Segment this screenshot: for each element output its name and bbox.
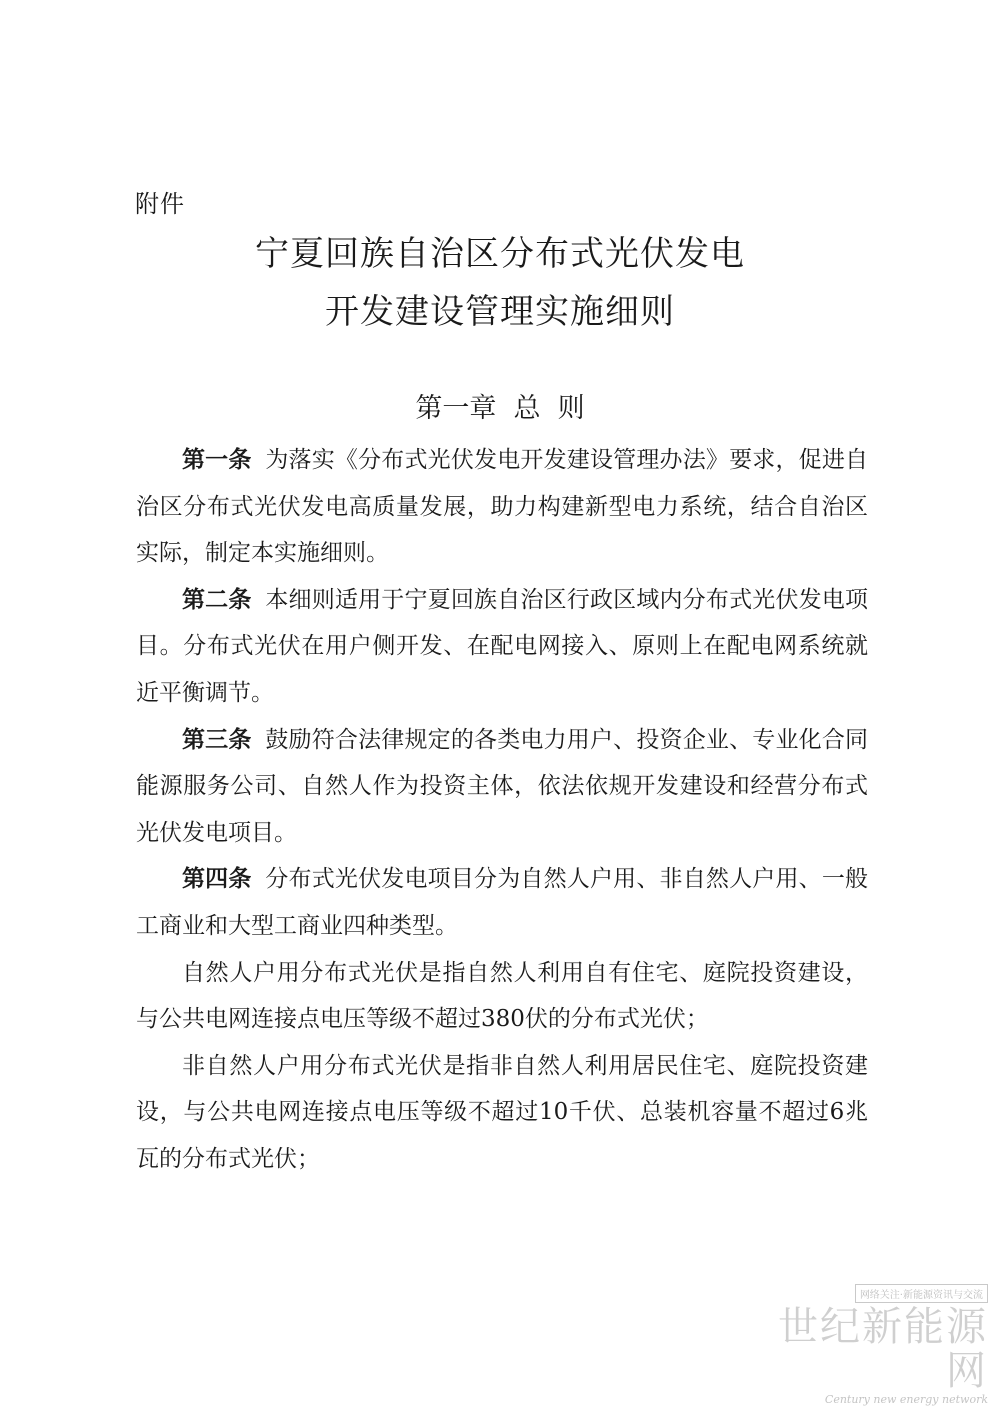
article-paragraph <box>136 856 868 949</box>
document-title-line-2: 开发建设管理实施细则 <box>325 292 675 332</box>
watermark-tagline: 网络关注·新能源资讯与交流 <box>855 1284 988 1303</box>
watermark-logo-cn: 世纪新能源网 <box>778 1304 988 1394</box>
document-body <box>136 437 868 1183</box>
paragraph-text: 自然人户用分布式光伏是指自然人利用自有住宅、庭院投资建设，与公共电网连接点电压等级不超过380伏的分布式光伏； <box>136 959 868 1033</box>
article-label: 第四条 <box>182 866 252 893</box>
watermark-logo-en: Century new energy network <box>824 1393 988 1406</box>
body-paragraph <box>136 950 868 1043</box>
body-paragraph <box>136 1043 868 1183</box>
article-text: 鼓励符合法律规定的各类电力用户、投资企业、专业化合同能源服务公司、自然人作为投资主体，依法依规开发建设和经营分布式光伏发电项目。 <box>136 726 869 846</box>
document-title-line-1: 宁夏回族自治区分布式光伏发电 <box>255 234 745 274</box>
article-paragraph <box>136 577 868 717</box>
paragraph-text: 非自然人户用分布式光伏是指非自然人利用居民住宅、庭院投资建设，与公共电网连接点电压等级不超过10千伏、总装机容量不超过6兆瓦的分布式光伏； <box>136 1052 868 1172</box>
chapter-heading: 第一章 总 则 <box>415 393 585 424</box>
article-text: 为落实《分布式光伏发电开发建设管理办法》要求，促进自治区分布式光伏发电高质量发展，助力构建新型电力系统，结合自治区实际，制定本实施细则。 <box>136 447 869 567</box>
article-text: 本细则适用于宁夏回族自治区行政区域内分布式光伏发电项目。分布式光伏在用户侧开发、在配电网接入、原则上在配电网系统就近平衡调节。 <box>136 586 869 706</box>
article-paragraph <box>136 717 868 857</box>
article-text: 分布式光伏发电项目分为自然人户用、非自然人户用、一般工商业和大型工商业四种类型。 <box>136 866 869 939</box>
site-watermark <box>758 1283 988 1406</box>
annex-label: 附件 <box>135 190 185 218</box>
article-label: 第三条 <box>182 726 252 753</box>
article-paragraph <box>136 437 868 577</box>
article-label: 第二条 <box>182 586 252 613</box>
article-label: 第一条 <box>182 447 252 473</box>
